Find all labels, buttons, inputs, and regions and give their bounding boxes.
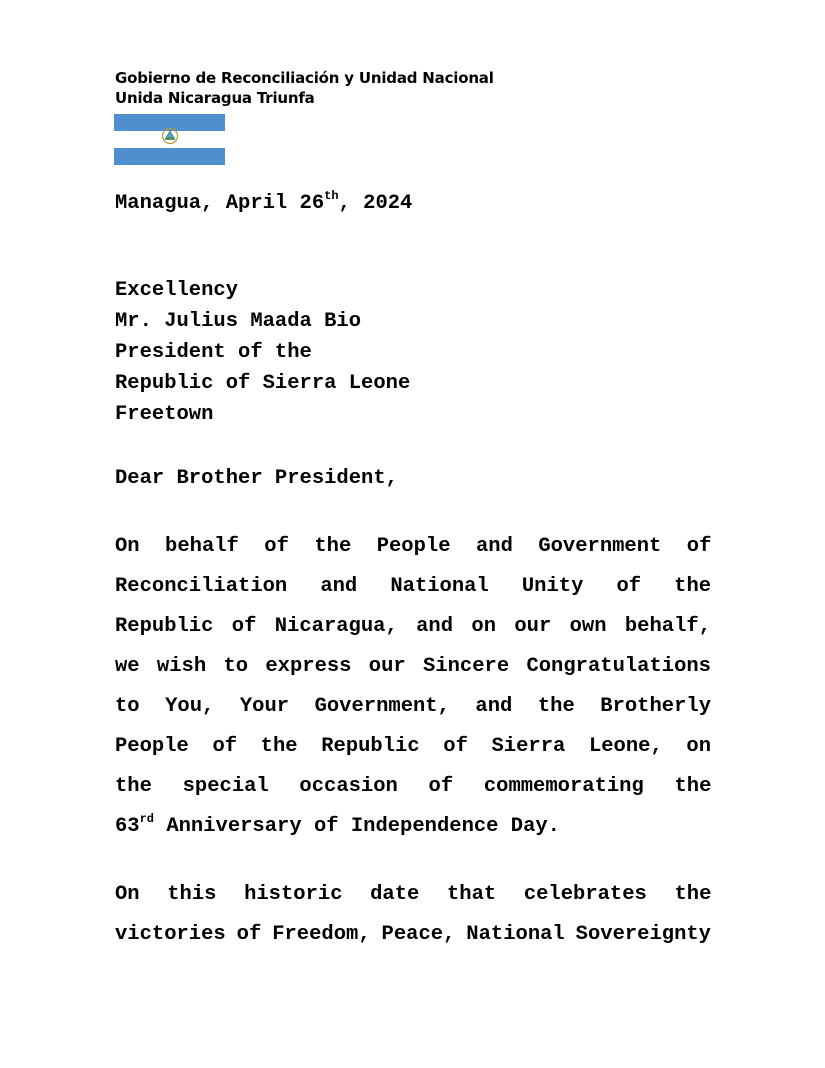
- paragraph-line: the special occasion of commemorating the: [115, 775, 712, 798]
- addressee-line: President of the: [115, 341, 312, 364]
- letterhead-government-name: Gobierno de Reconciliación y Unidad Nacional: [115, 69, 494, 87]
- paragraph-line: Republic of Nicaragua, and on our own behalf,: [115, 615, 711, 638]
- addressee-block: [115, 275, 410, 430]
- anniversary-number: 63: [115, 815, 140, 838]
- flag-middle-band: [114, 131, 225, 148]
- paragraph-line: [115, 807, 711, 847]
- nicaragua-flag: [114, 114, 225, 165]
- addressee-line: Mr. Julius Maada Bio: [115, 310, 362, 333]
- paragraph-line: On this historic date that celebrates the: [115, 883, 712, 906]
- flag-bottom-band: [114, 148, 225, 165]
- paragraph-line: On behalf of the People and Government of: [115, 535, 712, 558]
- body-paragraph-1: [115, 527, 711, 847]
- paragraph-line: victories of Freedom, Peace, National Sovereignty: [115, 923, 711, 946]
- paragraph-line: People of the Republic of Sierra Leone, on: [115, 735, 711, 758]
- date-year: , 2024: [338, 192, 413, 215]
- addressee-line: Excellency: [115, 279, 239, 302]
- letter-date: [115, 190, 412, 219]
- nicaragua-coat-of-arms-icon: [161, 127, 179, 145]
- paragraph-line: we wish to express our Sincere Congratulations: [115, 655, 711, 678]
- paragraph-line: to You, Your Government, and the Brotherly: [115, 695, 711, 718]
- salutation: Dear Brother President,: [115, 467, 398, 490]
- date-ordinal-suffix: th: [324, 189, 339, 203]
- addressee-line: Republic of Sierra Leone: [115, 372, 411, 395]
- paragraph-line: Reconciliation and National Unity of the: [115, 575, 712, 598]
- body-paragraph-2: [115, 875, 711, 955]
- addressee-line: Freetown: [115, 403, 214, 426]
- anniversary-ordinal-suffix: rd: [139, 812, 155, 826]
- anniversary-text: Anniversary of Independence Day.: [154, 815, 560, 838]
- letterhead-slogan: Unida Nicaragua Triunfa: [115, 89, 315, 107]
- letterhead: [115, 68, 494, 108]
- date-text: Managua, April 26: [115, 192, 325, 215]
